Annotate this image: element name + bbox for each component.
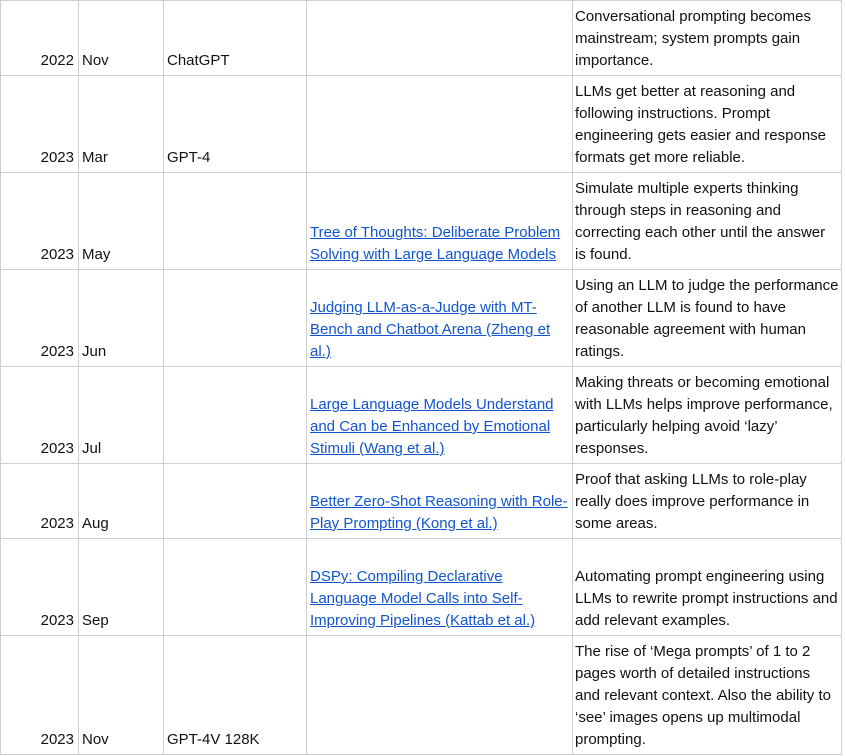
year-cell[interactable]: 2023 bbox=[1, 367, 79, 464]
table-row bbox=[1, 173, 842, 270]
paper-link[interactable]: Better Zero-Shot Reasoning with Role-Play Prompting (Kong et al.) bbox=[310, 493, 568, 532]
model-cell[interactable] bbox=[164, 539, 307, 636]
description-cell[interactable]: Simulate multiple experts thinking through steps in reasoning and correcting each other until the answer is found. bbox=[573, 173, 842, 270]
paper-link[interactable]: Tree of Thoughts: Deliberate Problem Solving with Large Language Models bbox=[310, 224, 561, 263]
month-cell[interactable]: Nov bbox=[79, 636, 164, 755]
month-cell[interactable]: Jul bbox=[79, 367, 164, 464]
description-cell[interactable]: Proof that asking LLMs to role-play really does improve performance in some areas. bbox=[573, 464, 842, 539]
model-cell[interactable] bbox=[164, 367, 307, 464]
paper-cell[interactable] bbox=[307, 76, 573, 173]
paper-cell[interactable] bbox=[307, 270, 573, 367]
month-cell[interactable]: Jun bbox=[79, 270, 164, 367]
year-cell[interactable]: 2023 bbox=[1, 636, 79, 755]
table-row bbox=[1, 464, 842, 539]
paper-link[interactable]: DSPy: Compiling Declarative Language Model Calls into Self-Improving Pipelines (Kattab et al.) bbox=[310, 568, 536, 629]
model-cell[interactable] bbox=[164, 464, 307, 539]
table-row bbox=[1, 1, 842, 76]
paper-cell[interactable] bbox=[307, 636, 573, 755]
model-cell[interactable]: GPT-4 bbox=[164, 76, 307, 173]
month-cell[interactable]: Aug bbox=[79, 464, 164, 539]
paper-cell[interactable] bbox=[307, 173, 573, 270]
description-cell[interactable]: LLMs get better at reasoning and following instructions. Prompt engineering gets easier and response formats get more reliable. bbox=[573, 76, 842, 173]
paper-cell[interactable] bbox=[307, 464, 573, 539]
month-cell[interactable]: Nov bbox=[79, 1, 164, 76]
table-row bbox=[1, 367, 842, 464]
year-cell[interactable]: 2023 bbox=[1, 173, 79, 270]
paper-cell[interactable] bbox=[307, 539, 573, 636]
table-row bbox=[1, 636, 842, 755]
description-cell[interactable]: Making threats or becoming emotional with LLMs helps improve performance, particularly helping avoid ‘lazy’ responses. bbox=[573, 367, 842, 464]
paper-cell[interactable] bbox=[307, 1, 573, 76]
table-row bbox=[1, 270, 842, 367]
month-cell[interactable]: Sep bbox=[79, 539, 164, 636]
description-cell[interactable]: Conversational prompting becomes mainstream; system prompts gain importance. bbox=[573, 1, 842, 76]
year-cell[interactable]: 2023 bbox=[1, 270, 79, 367]
month-cell[interactable]: May bbox=[79, 173, 164, 270]
description-cell[interactable]: The rise of ‘Mega prompts’ of 1 to 2 pages worth of detailed instructions and relevant context. Also the ability to ‘see’ images opens up multimodal prompting. bbox=[573, 636, 842, 755]
model-cell[interactable]: GPT-4V 128K bbox=[164, 636, 307, 755]
year-cell[interactable]: 2023 bbox=[1, 464, 79, 539]
month-cell[interactable]: Mar bbox=[79, 76, 164, 173]
year-cell[interactable]: 2023 bbox=[1, 76, 79, 173]
paper-link[interactable]: Large Language Models Understand and Can be Enhanced by Emotional Stimuli (Wang et al.) bbox=[310, 396, 554, 457]
model-cell[interactable] bbox=[164, 173, 307, 270]
table-row bbox=[1, 539, 842, 636]
table-row bbox=[1, 76, 842, 173]
year-cell[interactable]: 2023 bbox=[1, 539, 79, 636]
description-cell[interactable]: Using an LLM to judge the performance of another LLM is found to have reasonable agreement with human ratings. bbox=[573, 270, 842, 367]
paper-cell[interactable] bbox=[307, 367, 573, 464]
paper-link[interactable]: Judging LLM-as-a-Judge with MT-Bench and Chatbot Arena (Zheng et al.) bbox=[310, 299, 551, 360]
year-cell[interactable]: 2022 bbox=[1, 1, 79, 76]
model-cell[interactable]: ChatGPT bbox=[164, 1, 307, 76]
model-cell[interactable] bbox=[164, 270, 307, 367]
description-cell[interactable]: Automating prompt engineering using LLMs to rewrite prompt instructions and add relevant examples. bbox=[573, 539, 842, 636]
